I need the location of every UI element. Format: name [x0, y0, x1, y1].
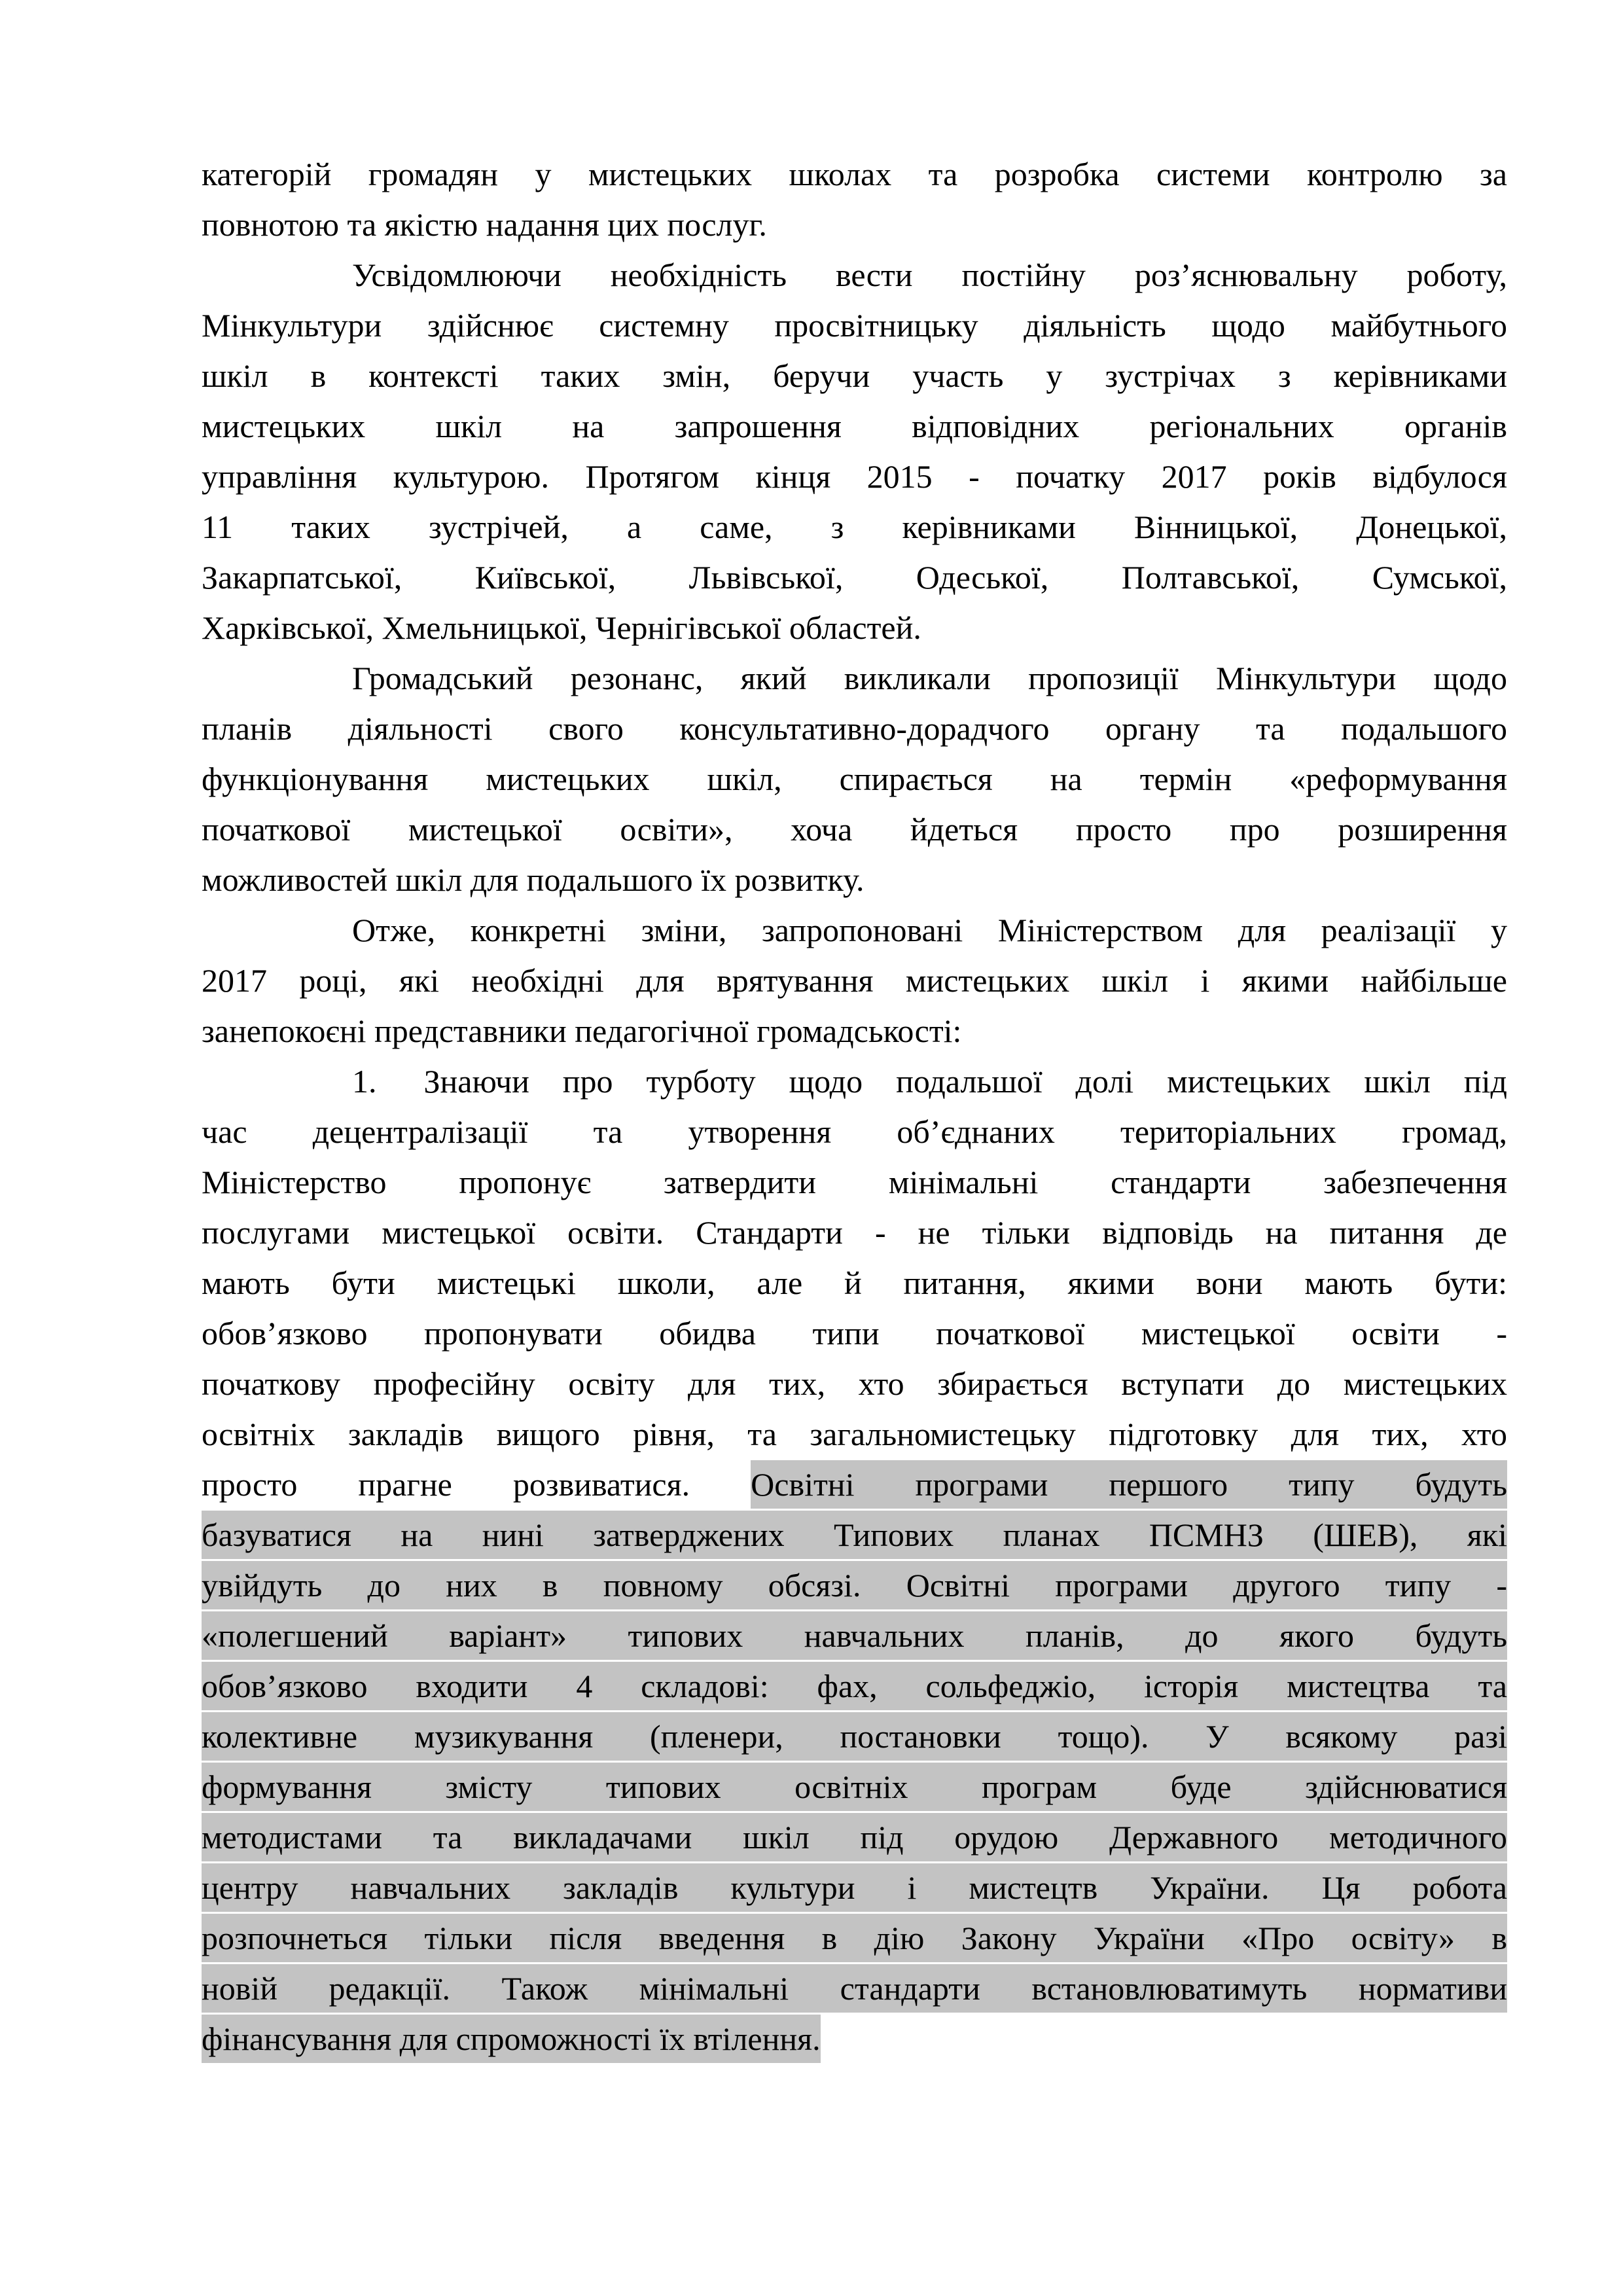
- line-text: початкову професійну освіту для тих, хто збирається вступати до мистецьких: [202, 1365, 1507, 1402]
- text-line: [202, 1056, 1507, 1107]
- line-text: час децентралізації та утворення об’єднаних територіальних громад,: [202, 1113, 1507, 1150]
- line-text: мистецьких шкіл на запрошення відповідних регіональних органів: [202, 408, 1507, 444]
- text-line: [202, 2014, 1507, 2064]
- highlighted-text: обов’язково входити 4 складові: фах, сольфеджіо, історія мистецтва та: [202, 1662, 1507, 1710]
- line-text: занепокоєні представники педагогічної громадськості:: [202, 1013, 962, 1049]
- highlighted-text: центру навчальних закладів культури і мистецтв України. Ця робота: [202, 1863, 1507, 1912]
- text-line: [202, 1258, 1507, 1308]
- document-text-block: [202, 149, 1507, 2064]
- line-text: Закарпатської, Київської, Львівської, Одеської, Полтавської, Сумської,: [202, 559, 1507, 596]
- text-line: [202, 401, 1507, 452]
- highlighted-text: Освітні програми першого типу будуть: [751, 1460, 1507, 1509]
- text-line: [202, 1762, 1507, 1812]
- line-text: шкіл в контексті таких змін, беручи участь у зустрічах з керівниками: [202, 357, 1507, 394]
- text-line: [202, 653, 1507, 704]
- text-line: [202, 1409, 1507, 1460]
- line-text: Мінкультури здійснює системну просвітницьку діяльність щодо майбутнього: [202, 307, 1507, 344]
- text-line: [202, 149, 1507, 200]
- line-text: планів діяльності свого консультативно-дорадчого органу та подальшого: [202, 710, 1507, 747]
- highlighted-text: розпочнеться тільки після введення в дію Закону України «Про освіту» в: [202, 1914, 1507, 1962]
- line-text: повнотою та якістю надання цих послуг.: [202, 206, 767, 243]
- text-line: [202, 1107, 1507, 1157]
- line-text: початкової мистецької освіти», хоча йдеться просто про розширення: [202, 811, 1507, 848]
- line-text: категорій громадян у мистецьких школах та розробка системи контролю за: [202, 156, 1507, 192]
- text-line: [202, 1560, 1507, 1611]
- line-text: Міністерство пропонує затвердити мінімальні стандарти забезпечення: [202, 1164, 1507, 1200]
- text-line: [202, 1863, 1507, 1913]
- text-line: [202, 1510, 1507, 1560]
- text-line: [202, 1812, 1507, 1863]
- line-text: функціонування мистецьких шкіл, спирається на термін «реформування: [202, 761, 1507, 797]
- text-line: [202, 1208, 1507, 1258]
- text-line: [202, 1913, 1507, 1964]
- text-line: [202, 1359, 1507, 1409]
- text-line: [202, 1460, 1507, 1510]
- text-line: [202, 200, 1507, 250]
- line-text: 11 таких зустрічей, а саме, з керівниками Вінницької, Донецької,: [202, 509, 1507, 545]
- line-text: Знаючи про турботу щодо подальшої долі мистецьких шкіл під: [423, 1063, 1507, 1100]
- text-line: [202, 1308, 1507, 1359]
- text-line: [202, 1661, 1507, 1712]
- text-line: [202, 603, 1507, 653]
- highlighted-text: «полегшений варіант» типових навчальних планів, до якого будуть: [202, 1611, 1507, 1660]
- line-text: Отже, конкретні зміни, запропоновані Міністерством для реалізації у: [352, 912, 1507, 948]
- text-line: [202, 1611, 1507, 1661]
- highlighted-text: фінансування для спроможності їх втілення.: [202, 2015, 821, 2063]
- line-text: управління культурою. Протягом кінця 2015 - початку 2017 років відбулося: [202, 458, 1507, 495]
- highlighted-text: формування змісту типових освітніх програм буде здійснюватися: [202, 1763, 1507, 1811]
- text-line: [202, 250, 1507, 300]
- text-line: [202, 855, 1507, 905]
- line-text: Громадський резонанс, який викликали пропозиції Мінкультури щодо: [352, 660, 1507, 696]
- list-number: 1.: [352, 1063, 377, 1100]
- line-text: просто прагне розвиватися.: [202, 1466, 690, 1503]
- text-line: [202, 804, 1507, 855]
- line-text: мають бути мистецькі школи, але й питання, якими вони мають бути:: [202, 1265, 1507, 1301]
- text-line: [202, 754, 1507, 804]
- text-line: [202, 351, 1507, 401]
- line-text: Харківської, Хмельницької, Чернігівської областей.: [202, 609, 921, 646]
- line-text: 2017 році, які необхідні для врятування мистецьких шкіл і якими найбільше: [202, 962, 1507, 999]
- line-text: можливостей шкіл для подальшого їх розвитку.: [202, 861, 865, 898]
- line-text: освітніх закладів вищого рівня, та загальномистецьку підготовку для тих, хто: [202, 1416, 1507, 1452]
- highlighted-text: базуватися на нині затверджених Типових планах ПСМНЗ (ШЕВ), які: [202, 1511, 1507, 1559]
- text-line: [202, 502, 1507, 552]
- text-line: [202, 300, 1507, 351]
- line-text: Усвідомлюючи необхідність вести постійну роз’яснювальну роботу,: [352, 257, 1507, 293]
- text-line: [202, 956, 1507, 1006]
- highlighted-text: колективне музикування (пленери, постановки тощо). У всякому разі: [202, 1712, 1507, 1761]
- text-line: [202, 1964, 1507, 2014]
- line-text: обов’язково пропонувати обидва типи початкової мистецької освіти -: [202, 1315, 1507, 1352]
- text-line: [202, 452, 1507, 502]
- text-line: [202, 1006, 1507, 1056]
- highlighted-text: новій редакції. Також мінімальні стандарти встановлюватимуть нормативи: [202, 1964, 1507, 2013]
- line-text: послугами мистецької освіти. Стандарти - не тільки відповідь на питання де: [202, 1214, 1507, 1251]
- text-line: [202, 905, 1507, 956]
- text-line: [202, 552, 1507, 603]
- text-line: [202, 1157, 1507, 1208]
- highlighted-text: увійдуть до них в повному обсязі. Освітні програми другого типу -: [202, 1561, 1507, 1609]
- highlighted-text: методистами та викладачами шкіл під орудою Державного методичного: [202, 1813, 1507, 1861]
- text-line: [202, 1712, 1507, 1762]
- text-line: [202, 704, 1507, 754]
